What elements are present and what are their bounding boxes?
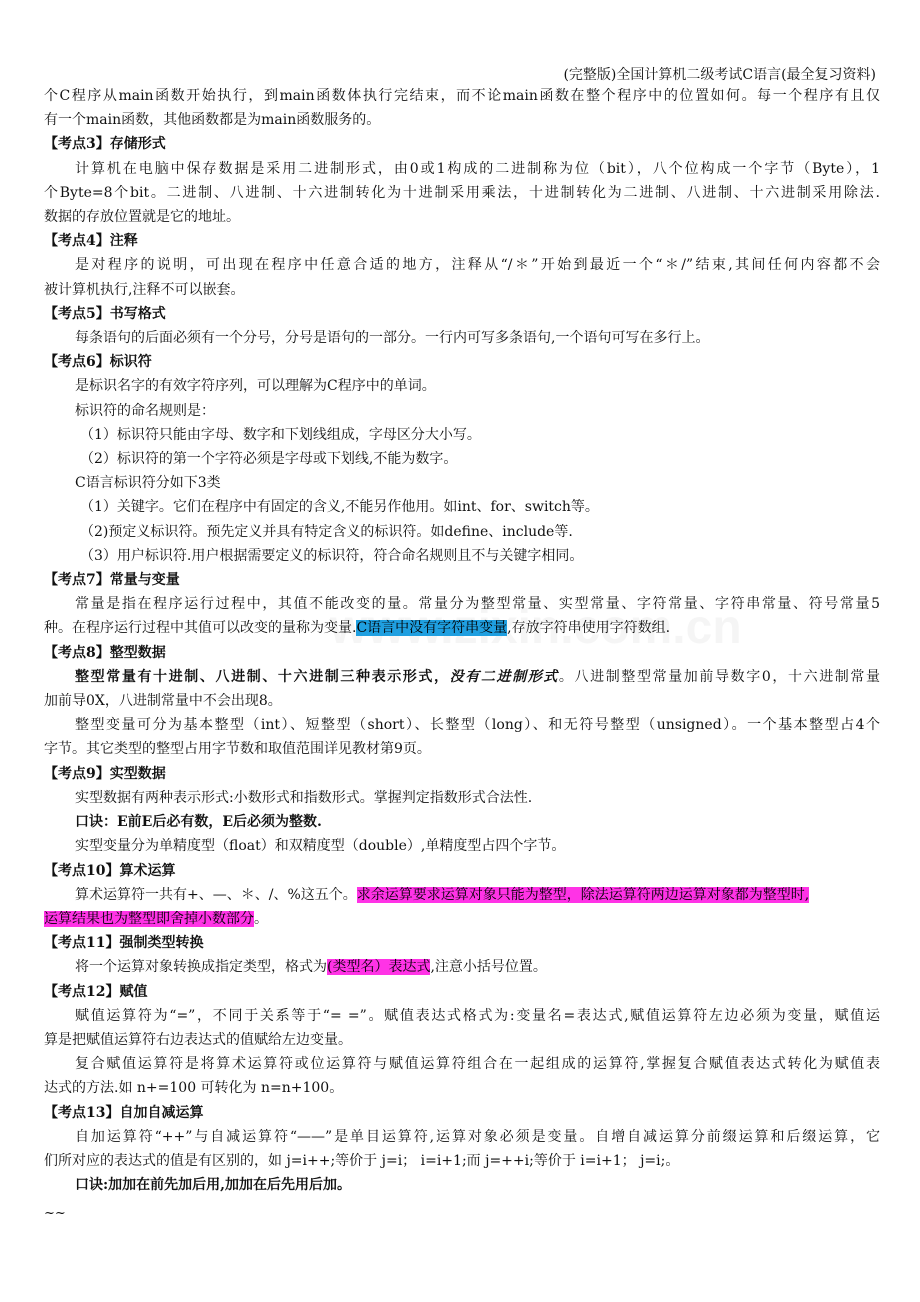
mnemonic-line: 口诀:加加在前先加后用,加加在后先用后加。 [75, 1177, 352, 1194]
section-heading: 【考点6】标识符 [44, 354, 152, 371]
section-heading: 【考点3】存储形式 [44, 136, 166, 153]
text-run: 算术运算符一共有+、—、＊、/、%这五个。 [75, 886, 357, 903]
list-item: （2)预定义标识符。预先定义并具有特定含义的标识符。如define、include等. [80, 523, 573, 540]
paragraph-line: 字节。其它类型的整型占用字节数和取值范围详见教材第9页。 [44, 741, 431, 758]
paragraph-line: 是对程序的说明，可出现在程序中任意合适的地方，注释从“/＊”开始到最近一个“＊/”结束,其间任何内容都不会 [75, 257, 880, 274]
text-run: 将一个运算对象转换成指定类型，格式为 [75, 959, 327, 976]
list-item: （3）用户标识符.用户根据需要定义的标识符，符合命名规则且不与关键字相同。 [80, 547, 584, 564]
paragraph-line: 被计算机执行,注释不可以嵌套。 [44, 281, 245, 298]
paragraph-line [44, 907, 880, 931]
paragraph-line [44, 665, 880, 689]
section-heading: 【考点5】书写格式 [44, 305, 166, 322]
paragraph-line: 复合赋值运算符是将算术运算符或位运算符与赋值运算符组合在一起组成的运算符,掌握复合赋值表达式转化为赋值表 [75, 1056, 880, 1073]
bold-text: 整型常量有十进制、八进制、十六进制三种表示形式， [75, 668, 450, 685]
text-run: 。八进制整型常量加前导数字0，十六进制常量 [558, 668, 880, 685]
paragraph-line: 有一个main函数，其他函数都是为main函数服务的。 [44, 112, 381, 129]
paragraph-line [44, 616, 880, 640]
text-run: 种。在程序运行过程中其值可以改变的量称为变量. [44, 620, 357, 637]
highlighted-text: C语言中没有字符串变量 [356, 620, 508, 637]
paragraph-line: 实型变量分为单精度型（float）和双精度型（double）,单精度型占四个字节。 [75, 838, 566, 855]
paragraph-line: 数据的存放位置就是它的地址。 [44, 209, 240, 226]
section-heading: 【考点13】自加自减运算 [44, 1104, 204, 1121]
page-footer: ~~ [44, 1206, 66, 1221]
paragraph-line: 们所对应的表达式的值是有区别的，如 j=i++;等价于 j=i； i=i+1;而 j=++i;等价于 i=i+1； j=i;。 [44, 1152, 680, 1169]
paragraph-line [44, 955, 880, 979]
paragraph-line: 常量是指在程序运行过程中，其值不能改变的量。常量分为整型常量、实型常量、字符常量、字符串常量、符号常量5 [75, 596, 880, 613]
section-heading: 【考点4】注释 [44, 233, 138, 250]
highlighted-text: (类型名）表达式 [327, 959, 431, 976]
paragraph-line: 每条语句的后面必须有一个分号，分号是语句的一部分。一行内可写多条语句,一个语句可写在多行上。 [75, 330, 710, 347]
section-heading: 【考点11】强制类型转换 [44, 935, 204, 952]
paragraph-line: 达式的方法.如 n+=100 可转化为 n=n+100。 [44, 1080, 344, 1097]
list-item: （1）标识符只能由字母、数字和下划线组成，字母区分大小写。 [80, 426, 481, 443]
highlighted-text: 求余运算要求运算对象只能为整型，除法运算符两边运算对象都为整型时, [356, 886, 810, 903]
mnemonic-line: 口诀：E前E后必有数，E后必须为整数. [75, 814, 322, 831]
paragraph-line: 个Byte=8个bit。二进制、八进制、十六进制转化为十进制采用乘法，十进制转化为二进制、八进制、十六进制采用除法. [44, 184, 880, 201]
section-heading: 【考点12】赋值 [44, 983, 148, 1000]
text-run: ,存放字符串使用字符数组. [507, 620, 671, 637]
section-heading: 【考点10】算术运算 [44, 862, 176, 879]
paragraph-line: 自加运算符“++”与自减运算符“——”是单目运算符,运算对象必须是变量。自增自减运算分前缀运算和后缀运算，它 [75, 1128, 880, 1145]
paragraph-line: 实型数据有两种表示形式:小数形式和指数形式。掌握判定指数形式合法性. [75, 789, 533, 806]
section-heading: 【考点7】常量与变量 [44, 572, 180, 589]
paragraph-line [44, 883, 880, 907]
paragraph-line: 赋值运算符为“=”，不同于关系等于“= =”。赋值表达式格式为:变量名=表达式,赋值运算符左边必须为变量，赋值运 [75, 1007, 880, 1024]
list-item: （1）关键字。它们在程序中有固定的含义,不能另作他用。如int、for、switch等。 [80, 499, 599, 516]
paragraph-line: 是标识名字的有效字符序列，可以理解为C程序中的单词。 [75, 378, 436, 395]
section-heading: 【考点9】实型数据 [44, 765, 166, 782]
document-body [44, 84, 880, 1197]
list-item: （2）标识符的第一个字符必须是字母或下划线,不能为数字。 [80, 451, 458, 468]
page-header: (完整版)全国计算机二级考试C语言(最全复习资料) [563, 67, 876, 83]
paragraph-line: 整型变量可分为基本整型（int）、短整型（short）、长整型（long）、和无符号整型（unsigned）。一个基本整型占4个 [75, 717, 880, 734]
paragraph-line: 个C程序从main函数开始执行，到main函数体执行完结束，而不论main函数在整个程序中的位置如何。每一个程序有且仅 [44, 88, 880, 104]
paragraph-line: 加前导0X，八进制常量中不会出现8。 [44, 693, 282, 710]
paragraph-line: C语言标识符分如下3类 [75, 475, 221, 492]
text-run: 。 [254, 910, 268, 927]
bold-italic-text: 没有二进制形式 [449, 668, 559, 685]
paragraph-line: 标识符的命名规则是： [75, 402, 215, 419]
text-run: ,注意小括号位置。 [430, 959, 547, 976]
highlighted-text: 运算结果也为整型即舍掉小数部分 [44, 910, 254, 927]
section-heading: 【考点8】整型数据 [44, 644, 166, 661]
paragraph-line: 计算机在电脑中保存数据是采用二进制形式，由0或1构成的二进制称为位（bit），八个位构成一个字节（Byte），1 [75, 160, 880, 177]
paragraph-line: 算是把赋值运算符右边表达式的值赋给左边变量。 [44, 1031, 352, 1048]
